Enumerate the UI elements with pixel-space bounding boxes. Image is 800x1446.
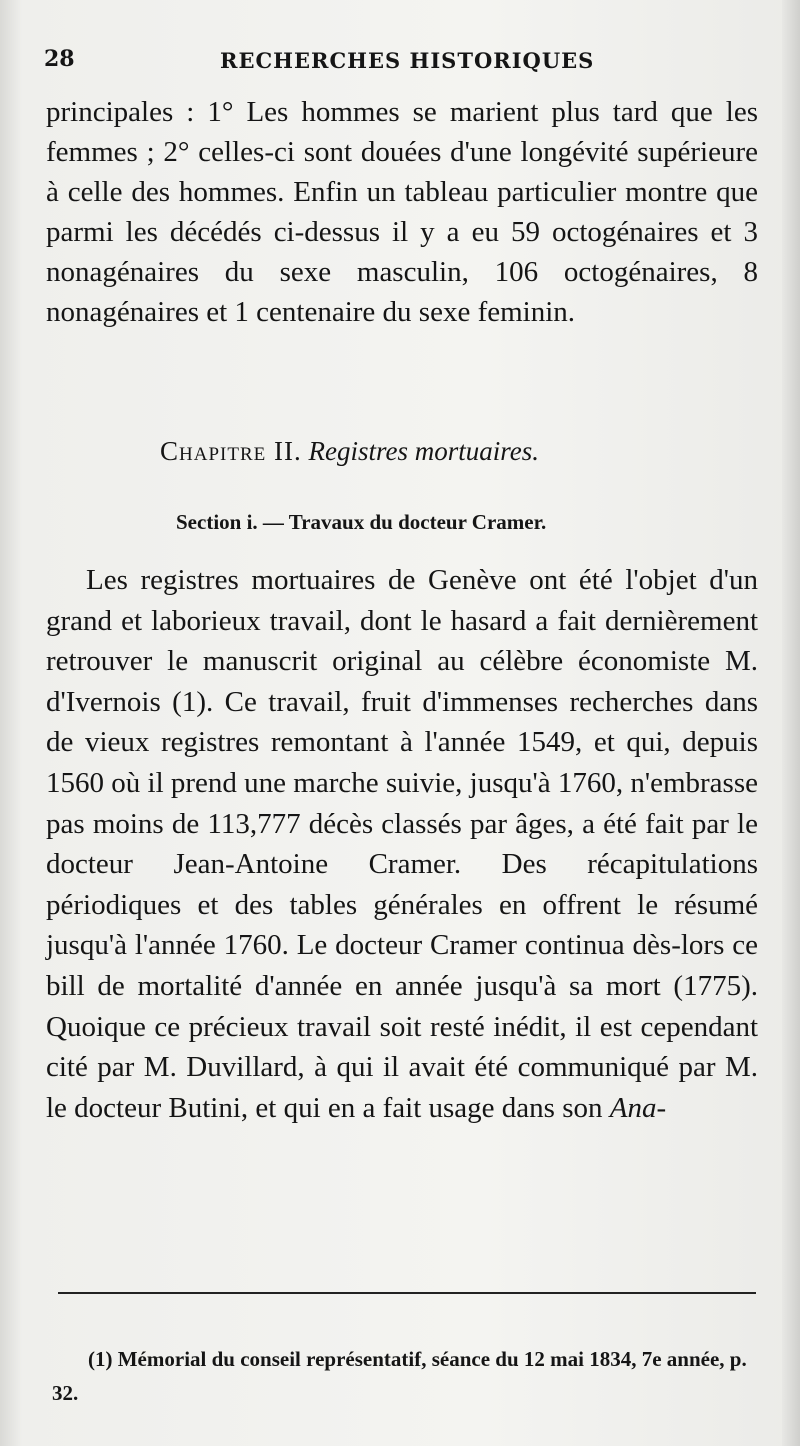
- page-number: 28: [44, 46, 75, 72]
- page-edge: [782, 0, 800, 1446]
- chapter-label: Chapitre II.: [160, 436, 302, 466]
- chapter-title: Registres mortuaires.: [308, 436, 539, 466]
- main-paragraph-text: Les registres mortuaires de Genève ont été l'objet d'un grand et laborieux travail, dont le hasard a fait dernièrement retrouver le manuscrit original au célèbre économiste M. d'Ivernois (1). Ce travail, fruit d'immenses recherches dans de vieux registres remontant à l'année 1549, et qui, depuis 1560 où il prend une marche suivie, jusqu'à 1760, n'embrasse pas moins de 113,777 décès classés par âges, a été fait par le docteur Jean-Antoine Cramer. Des récapitulations périodiques et des tables générales en offrent le résumé jusqu'à l'année 1760. Le docteur Cramer continua dès-lors ce bill de mortalité d'année en année jusqu'à sa mort (1775). Quoique ce précieux travail soit resté inédit, il est cependant cité par M. Duvillard, à qui il avait été communiqué par M. le docteur Butini, et qui en a fait usage dans son: [46, 564, 758, 1124]
- footnote: (1) Mémorial du conseil représentatif, séance du 12 mai 1834, 7e année, p. 32.: [52, 1347, 747, 1405]
- footnote-divider: [58, 1292, 756, 1294]
- section-heading: Section i. — Travaux du docteur Cramer.: [176, 510, 547, 534]
- main-paragraph-last-word: Ana-: [609, 1091, 667, 1124]
- main-paragraph: [46, 560, 758, 1128]
- chapter-heading: [160, 436, 539, 467]
- page-header: [44, 46, 764, 80]
- running-title: RECHERCHES HISTORIQUES: [220, 48, 595, 73]
- intro-paragraph: principales : 1° Les hommes se marient plus tard que les femmes ; 2° celles-ci sont douées d'une longévité supérieure à celle des hommes. Enfin un tableau particulier montre que parmi les décédés ci-dessus il y a eu 59 octogénaires et 3 nonagénaires du sexe masculin, 106 octogénaires, 8 nonagénaires et 1 centenaire du sexe feminin.: [46, 96, 758, 328]
